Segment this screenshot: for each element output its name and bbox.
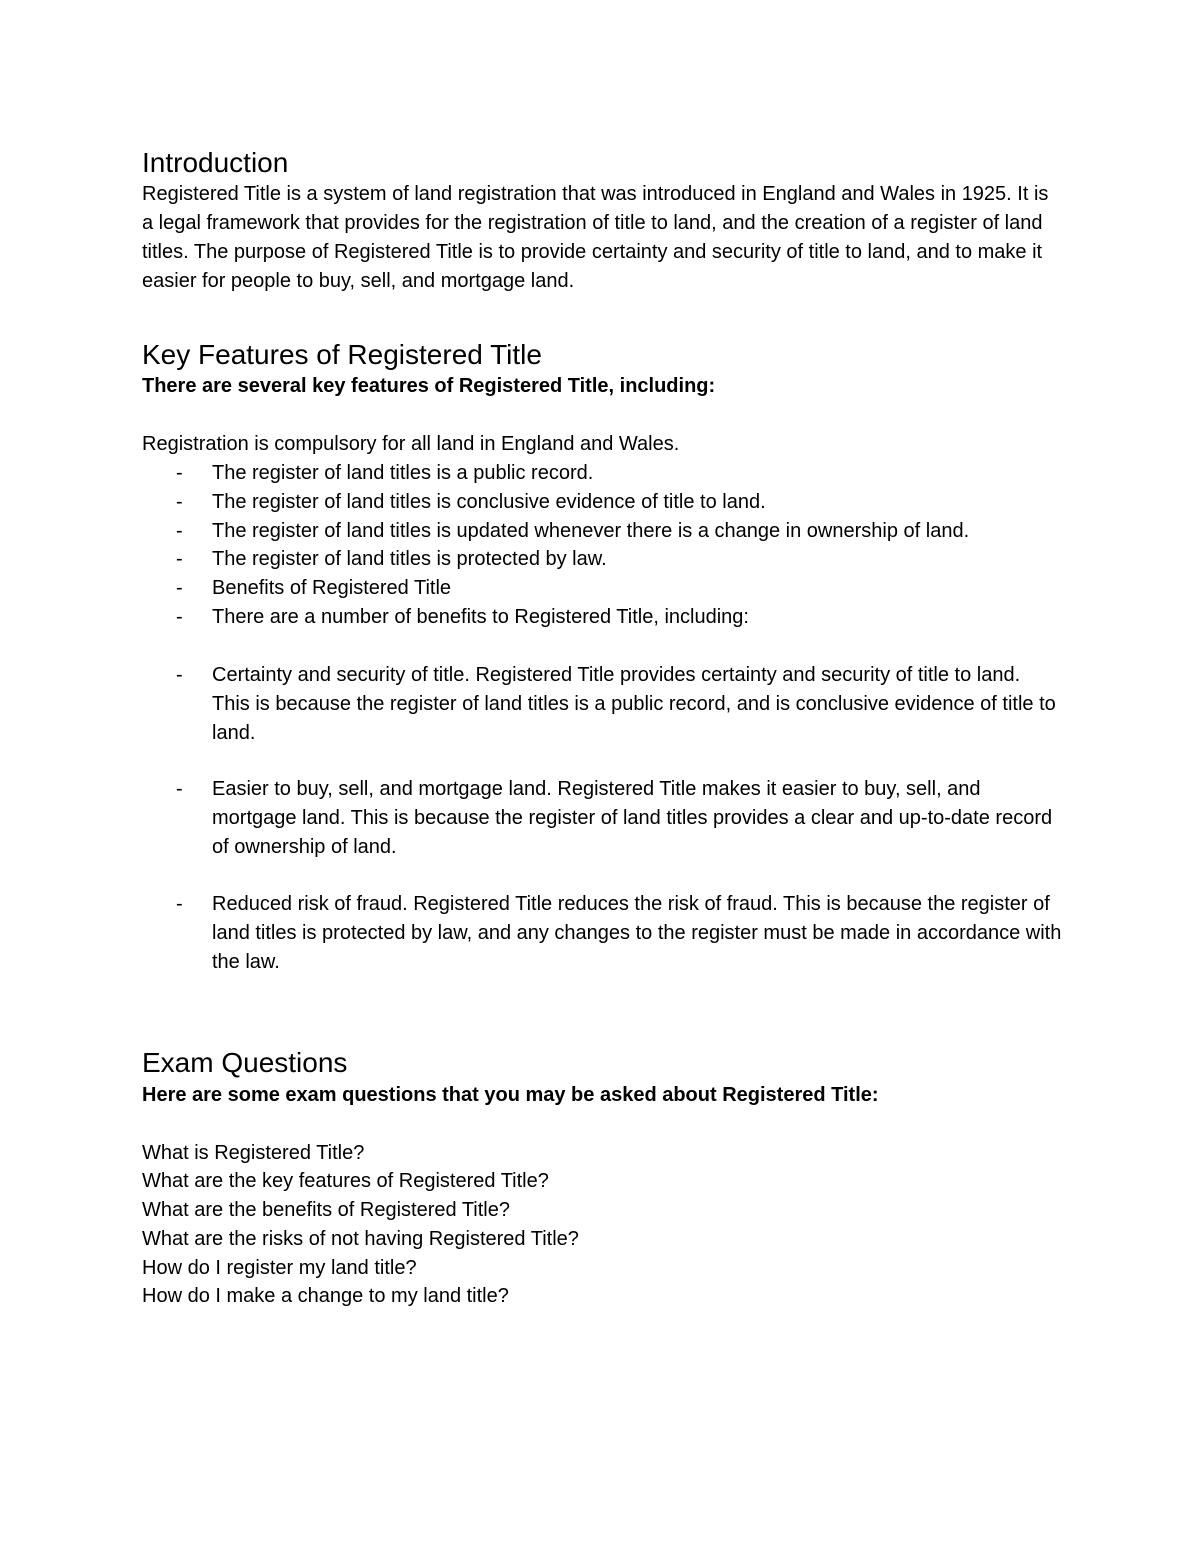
list-item-text: The register of land titles is protected by law. — [212, 548, 607, 570]
exam-question: What is Registered Title? — [142, 1142, 365, 1164]
bullet-dash: - — [176, 778, 183, 800]
introduction-paragraph: Registered Title is a system of land registration that was introduced in England and Wales in 1925. It is a legal framework that provides for the registration of title to land, and the creation of a register of land titles. The purpose of Registered Title is to provide certainty and security of title to land, and to make it easier for people to buy, sell, and mortgage land. — [142, 183, 1049, 292]
bullet-dash: - — [176, 462, 183, 484]
bullet-dash: - — [176, 577, 183, 599]
list-item-text: Benefits of Registered Title — [212, 577, 452, 599]
exam-question: What are the benefits of Registered Title? — [142, 1199, 510, 1221]
introduction-heading: Introduction — [142, 147, 289, 178]
list-item-text: The register of land titles is conclusive evidence of title to land. — [212, 491, 766, 513]
exam-question: What are the risks of not having Registered Title? — [142, 1228, 579, 1250]
key-features-subheading: There are several key features of Registered Title, including: — [142, 375, 716, 397]
exam-question: How do I register my land title? — [142, 1257, 417, 1279]
list-item-text: The register of land titles is a public record. — [212, 462, 594, 484]
bullet-dash: - — [176, 664, 183, 686]
bullet-dash: - — [176, 520, 183, 542]
benefit-text: Easier to buy, sell, and mortgage land. Registered Title makes it easier to buy, sell, and mortgage land. This is because the register of land titles provides a clear and up-to-date record of ownership of land. — [212, 778, 1053, 858]
bullet-dash: - — [176, 491, 183, 513]
exam-questions-heading: Exam Questions — [142, 1047, 348, 1078]
benefit-text: Reduced risk of fraud. Registered Title reduces the risk of fraud. This is because the register of land titles is protected by law, and any changes to the register must be made in accordance with the law. — [212, 893, 1062, 973]
key-features-lead: Registration is compulsory for all land in England and Wales. — [142, 433, 680, 455]
benefit-text: Certainty and security of title. Registered Title provides certainty and security of title to land. This is because the register of land titles is a public record, and is conclusive evidence of title to land. — [212, 664, 1056, 744]
list-item-text: There are a number of benefits to Registered Title, including: — [212, 606, 749, 628]
bullet-dash: - — [176, 893, 183, 915]
bullet-dash: - — [176, 606, 183, 628]
list-item-text: The register of land titles is updated whenever there is a change in ownership of land. — [212, 520, 970, 542]
exam-questions-subheading: Here are some exam questions that you may be asked about Registered Title: — [142, 1084, 879, 1106]
exam-question: How do I make a change to my land title? — [142, 1285, 509, 1307]
key-features-heading: Key Features of Registered Title — [142, 339, 542, 370]
exam-question: What are the key features of Registered Title? — [142, 1170, 549, 1192]
bullet-dash: - — [176, 548, 183, 570]
